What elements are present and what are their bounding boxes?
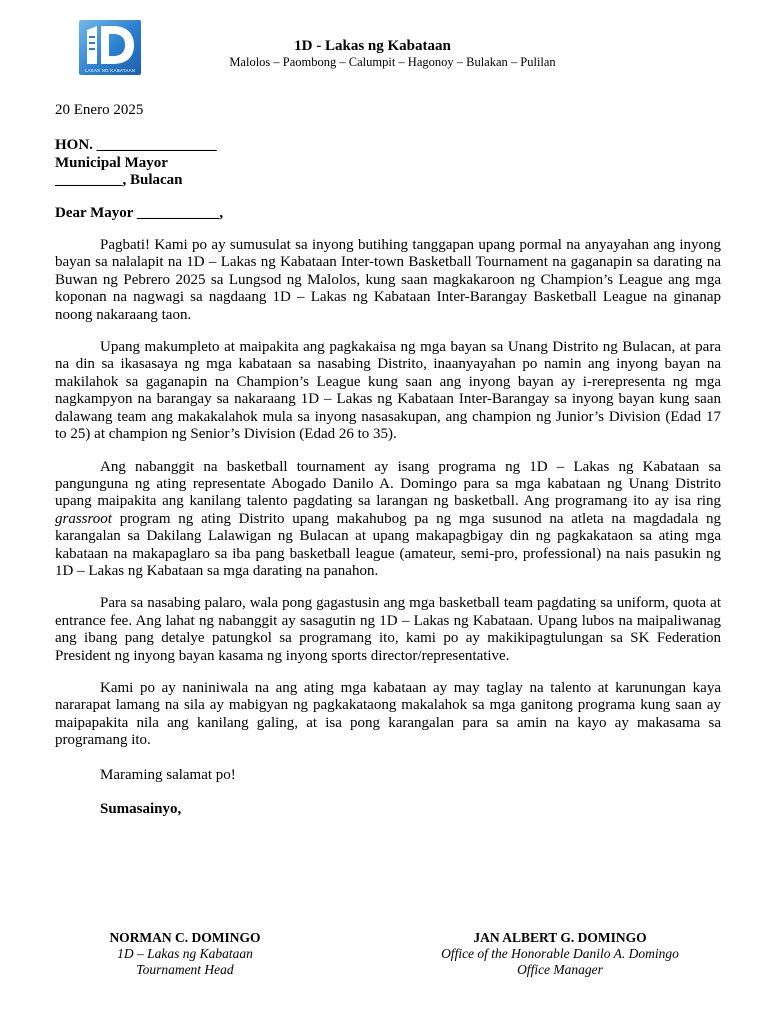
logo	[79, 20, 141, 75]
address-line-3: _________, Bulacan	[55, 172, 183, 189]
signatory-title: Office Manager	[517, 962, 603, 977]
header-towns: Malolos – Paombong – Calumpit – Hagonoy – Bulakan – Pulilan	[229, 55, 556, 69]
paragraph-3	[55, 459, 721, 581]
signatory-role: 1D – Lakas ng Kabataan	[117, 946, 253, 961]
paragraph-3-emphasis: grassroot	[55, 510, 112, 527]
signatory-right	[400, 930, 720, 978]
address-line-1: HON. ________________	[55, 137, 217, 154]
logo-text: LAKAS NG KABATAAN	[84, 68, 136, 73]
paragraph-3-part-1: Ang nabanggit na basketball tournament ay isang programa ng 1D – Lakas ng Kabataan sa pangunguna ng ating representate Abogado Danilo A. Domingo para sa mga kabataan ng Unang Distrito upang maipakita ang kanilang talento pagdating sa larangan ng basketball. Ang programang ito ay isa ring	[55, 458, 721, 510]
paragraph-1: Pagbati! Kami po ay sumusulat sa inyong butihing tanggapan upang pormal na anyayahan ang inyong bayan sa nalalapit na 1D – Lakas ng Kabataan Inter-town Basketball Tournament na gaganapin sa darating na Buwan ng Pebrero 2025 sa Lungsod ng Malolos, kung saan magkakaroon ng Champion’s League ang mga koponan na nagwagi sa nagdaang 1D – Lakas ng Kabataan Inter-Barangay Basketball League na ginanap noong nakaraang taon.	[55, 237, 721, 323]
header-title: 1D - Lakas ng Kabataan	[294, 38, 451, 54]
paragraph-4: Para sa nasabing palaro, wala pong gagastusin ang mga basketball team pagdating sa uniform, quota at entrance fee. Ang lahat ng nabanggit ay sasagutin ng 1D – Lakas ng Kabataan. Upang lubos na maipaliwanag ang ibang pang detalye patungkol sa programang ito, kami po ay makikipagtulungan sa SK Federation President ng inyong bayan kasama ng inyong sports director/representative.	[55, 595, 721, 664]
signatory-role: Office of the Honorable Danilo A. Domingo	[441, 946, 679, 961]
paragraph-5: Kami po ay naniniwala na ang ating mga kabataan ay may taglay na talento at karunungan kaya nararapat lamang na sila ay mabigyan ng pagkakataong makalahok sa mga ganitong programa kung saan ay maipapakita nila ang kanilang galing, at isa pong karangalan para sa amin na kayo ay makasama sa programang ito.	[55, 679, 721, 749]
signatory-name: JAN ALBERT G. DOMINGO	[473, 930, 647, 945]
salutation: Dear Mayor ___________,	[55, 204, 224, 221]
closing-line: Maraming salamat po!	[100, 766, 236, 783]
letter-body	[55, 102, 721, 818]
paragraph-3-part-2: program ng ating Distrito upang makahubog pa ng mga susunod na atleta na magdadala ng karangalan sa Dakilang Lalawigan ng Bulacan at upang makapagbigay din ng pagkakataon sa ating mga kabataan na makapaglaro sa iba pang basketball league (amateur, semi-pro, professional) na nais pasukin ng 1D – Lakas ng Kabataan sa mga darating na panahon.	[55, 510, 721, 579]
address-line-2: Municipal Mayor	[55, 154, 168, 171]
logo-1d-mark-icon	[79, 20, 141, 75]
paragraph-2: Upang makumpleto at maipakita ang pagkakaisa ng mga bayan sa Unang Distrito ng Bulacan, at para na din sa ikasasaya ng mga kabataan sa nasabing Distrito, inaanyayahan po namin ang inyong bayan na makilahok sa gaganapin na Champion’s League kung saan ang inyong bayan ay i-rerepresenta ng mga nagkampyon na barangay sa nakaraang 1D – Lakas ng Kabataan Inter-Barangay sa inyong bayan kung saan dalawang team ang makakalahok mula sa inyong nasasakupan, ang champion ng Junior’s Division (Edad 17 to 25) at champion ng Senior’s Division (Edad 26 to 35).	[55, 339, 721, 443]
signatory-title: Tournament Head	[136, 962, 234, 977]
sign-off: Sumasainyo,	[100, 801, 182, 817]
signatory-left	[85, 930, 285, 978]
signatory-name: NORMAN C. DOMINGO	[109, 930, 261, 945]
letter-date: 20 Enero 2025	[55, 102, 144, 118]
recipient-address	[55, 137, 721, 189]
